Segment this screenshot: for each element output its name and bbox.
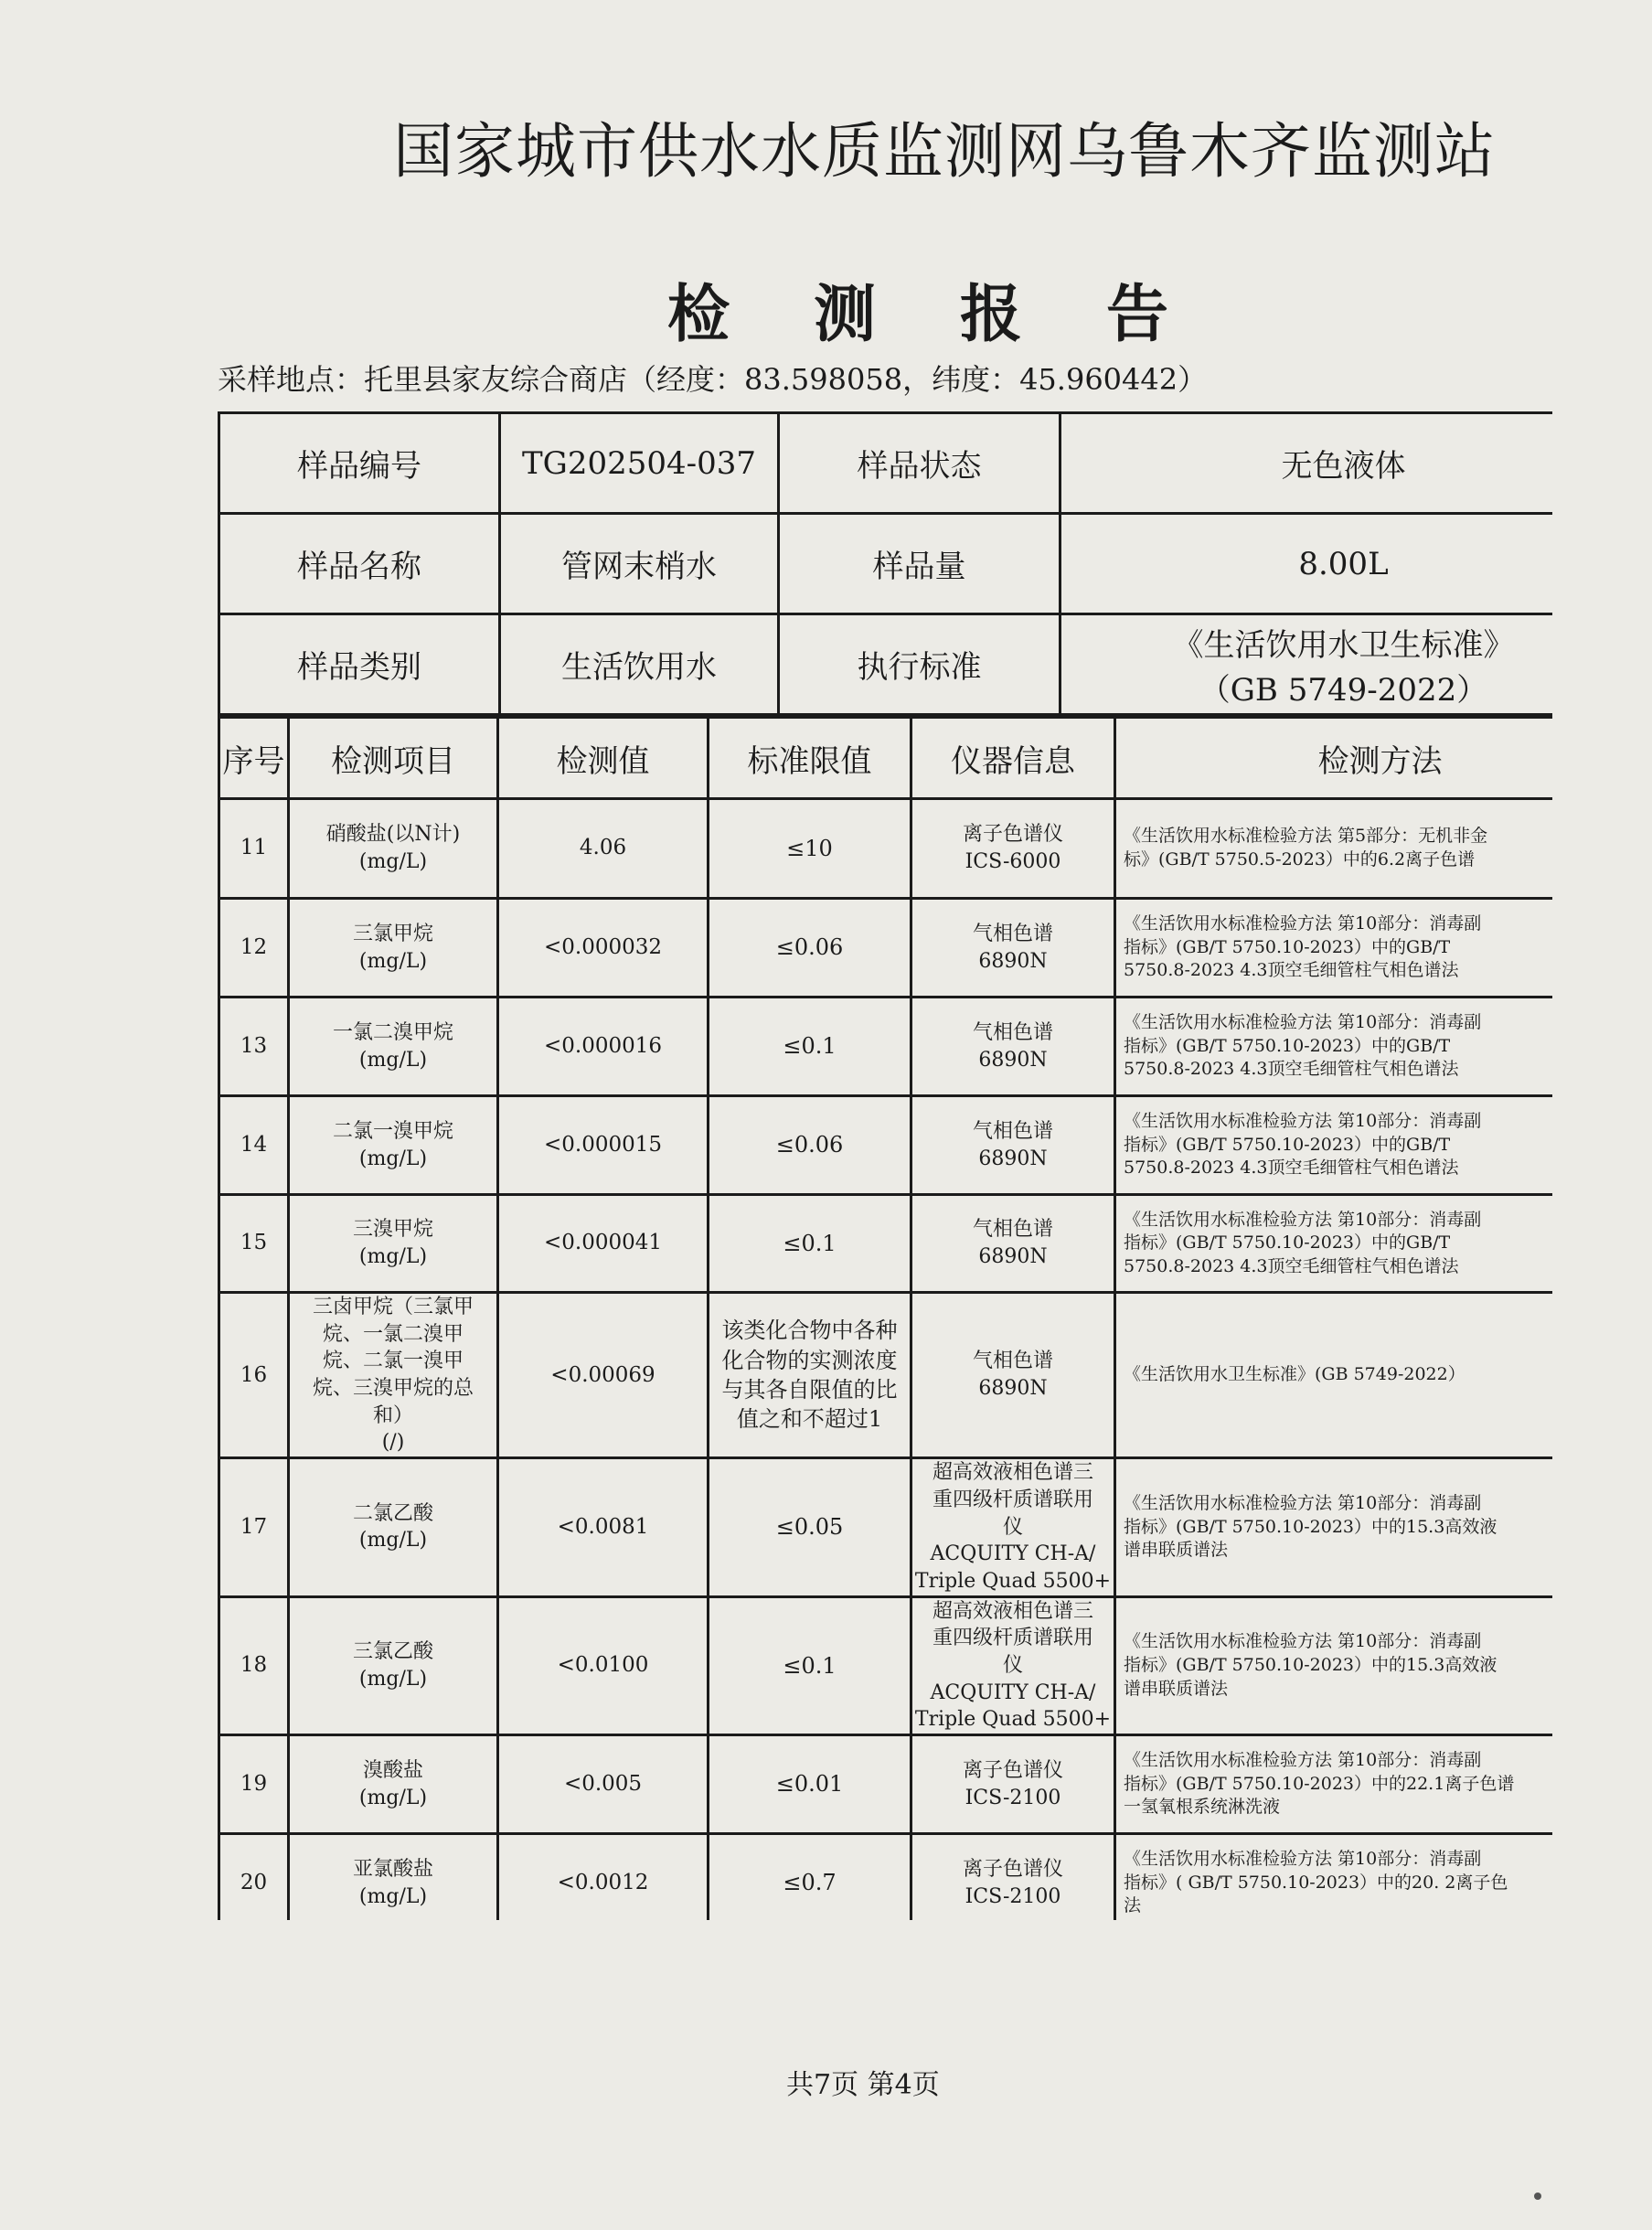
sampling-value: 托里县家友综合商店（经度：83.598058，纬度：45.960442） [364, 362, 1208, 397]
standard-limit: ≤0.1 [709, 1195, 911, 1293]
test-value: <0.000032 [498, 899, 709, 998]
test-item: 二氯乙酸 (mg/L) [289, 1458, 498, 1596]
result-row [219, 799, 1553, 899]
standard-limit: ≤0.06 [709, 1096, 911, 1195]
standard-limit: ≤0.06 [709, 899, 911, 998]
test-value: <0.0081 [498, 1458, 709, 1596]
column-header: 检测值 [498, 718, 709, 799]
page-number: 共7页 第4页 [786, 2069, 940, 2101]
row-number: 19 [219, 1735, 289, 1834]
test-method: 《生活饮用水标准检验方法 第10部分：消毒副 指标》(GB/T 5750.10-2023）中的GB/T 5750.8-2023 4.3顶空毛细管柱气相色谱法 [1115, 998, 1553, 1096]
row-number: 20 [219, 1834, 289, 1921]
standard-limit: 该类化合物中各种 化合物的实测浓度 与其各自限值的比 值之和不超过1 [709, 1293, 911, 1458]
result-row [219, 1195, 1553, 1293]
info-label: 执行标准 [779, 614, 1060, 715]
results-table [218, 716, 1552, 1920]
instrument-info: 气相色谱 6890N [911, 1096, 1115, 1195]
test-value: <0.000015 [498, 1096, 709, 1195]
info-label: 样品量 [779, 514, 1060, 614]
result-row [219, 1458, 1553, 1596]
info-row [219, 614, 1553, 715]
test-item: 二氯一溴甲烷 (mg/L) [289, 1096, 498, 1195]
sampling-location [218, 357, 1207, 399]
test-item: 亚氯酸盐 (mg/L) [289, 1834, 498, 1921]
instrument-info: 离子色谱仪 ICS-2100 [911, 1834, 1115, 1921]
result-row [219, 1293, 1553, 1458]
info-value: 生活饮用水 [500, 614, 779, 715]
sample-info-table [218, 411, 1552, 716]
test-method: 《生活饮用水标准检验方法 第10部分：消毒副 指标》(GB/T 5750.10-2023）中的GB/T 5750.8-2023 4.3顶空毛细管柱气相色谱法 [1115, 1195, 1553, 1293]
row-number: 18 [219, 1596, 289, 1734]
result-row [219, 899, 1553, 998]
info-value: 无色液体 [1060, 413, 1553, 514]
standard-limit: ≤0.1 [709, 1596, 911, 1734]
result-row [219, 1735, 1553, 1834]
column-header: 标准限值 [709, 718, 911, 799]
station-name: 国家城市供水水质监测网乌鲁木齐监测站 [393, 116, 1496, 187]
test-method: 《生活饮用水标准检验方法 第5部分：无机非金 标》(GB/T 5750.5-2023）中的6.2离子色谱 [1115, 799, 1553, 899]
instrument-info: 气相色谱 6890N [911, 899, 1115, 998]
instrument-info: 超高效液相色谱三 重四级杆质谱联用 仪 ACQUITY CH-A/ Triple Quad 5500+ [911, 1596, 1115, 1734]
test-method: 《生活饮用水标准检验方法 第10部分：消毒副 指标》(GB/T 5750.10-2023）中的22.1离子色谱 一氢氧根系统淋洗液 [1115, 1735, 1553, 1834]
page-mark [1534, 2193, 1541, 2200]
standard-limit: ≤0.01 [709, 1735, 911, 1834]
column-header: 序号 [219, 718, 289, 799]
info-row [219, 413, 1553, 514]
row-number: 12 [219, 899, 289, 998]
test-method: 《生活饮用水标准检验方法 第10部分：消毒副 指标》(GB/T 5750.10-2023）中的15.3高效液 谱串联质谱法 [1115, 1458, 1553, 1596]
test-method: 《生活饮用水标准检验方法 第10部分：消毒副 指标》( GB/T 5750.10-2023）中的20. 2离子色 法 [1115, 1834, 1553, 1921]
test-value: <0.000041 [498, 1195, 709, 1293]
row-number: 11 [219, 799, 289, 899]
instrument-info: 气相色谱 6890N [911, 998, 1115, 1096]
instrument-info: 超高效液相色谱三 重四级杆质谱联用 仪 ACQUITY CH-A/ Triple Quad 5500+ [911, 1458, 1115, 1596]
test-item: 三氯甲烷 (mg/L) [289, 899, 498, 998]
test-value: <0.000016 [498, 998, 709, 1096]
info-label: 样品状态 [779, 413, 1060, 514]
report-tables [218, 411, 1552, 1920]
report-title: 检测报告 [667, 279, 1253, 351]
result-row [219, 1834, 1553, 1921]
column-header: 检测方法 [1115, 718, 1553, 799]
result-row [219, 998, 1553, 1096]
test-method: 《生活饮用水标准检验方法 第10部分：消毒副 指标》(GB/T 5750.10-2023）中的15.3高效液 谱串联质谱法 [1115, 1596, 1553, 1734]
test-value: <0.0012 [498, 1834, 709, 1921]
info-value: TG202504-037 [500, 413, 779, 514]
row-number: 14 [219, 1096, 289, 1195]
column-header: 仪器信息 [911, 718, 1115, 799]
test-item: 三卤甲烷（三氯甲 烷、一氯二溴甲 烷、二氯一溴甲 烷、三溴甲烷的总 和） (/) [289, 1293, 498, 1458]
standard-limit: ≤0.05 [709, 1458, 911, 1596]
info-value: 8.00L [1060, 514, 1553, 614]
test-item: 溴酸盐 (mg/L) [289, 1735, 498, 1834]
test-value: <0.0100 [498, 1596, 709, 1734]
standard-limit: ≤0.1 [709, 998, 911, 1096]
test-item: 三溴甲烷 (mg/L) [289, 1195, 498, 1293]
standard-limit: ≤0.7 [709, 1834, 911, 1921]
row-number: 15 [219, 1195, 289, 1293]
test-item: 三氯乙酸 (mg/L) [289, 1596, 498, 1734]
test-value: <0.005 [498, 1735, 709, 1834]
info-label: 样品名称 [219, 514, 500, 614]
info-value: 《生活饮用水卫生标准》 （GB 5749-2022） [1060, 614, 1553, 715]
test-item: 硝酸盐(以N计) (mg/L) [289, 799, 498, 899]
column-header: 检测项目 [289, 718, 498, 799]
test-item: 一氯二溴甲烷 (mg/L) [289, 998, 498, 1096]
test-value: <0.00069 [498, 1293, 709, 1458]
result-row [219, 1096, 1553, 1195]
info-value: 管网末梢水 [500, 514, 779, 614]
result-row [219, 1596, 1553, 1734]
sampling-label: 采样地点： [218, 362, 365, 397]
info-label: 样品编号 [219, 413, 500, 514]
test-value: 4.06 [498, 799, 709, 899]
standard-limit: ≤10 [709, 799, 911, 899]
instrument-info: 气相色谱 6890N [911, 1195, 1115, 1293]
info-label: 样品类别 [219, 614, 500, 715]
row-number: 16 [219, 1293, 289, 1458]
instrument-info: 气相色谱 6890N [911, 1293, 1115, 1458]
instrument-info: 离子色谱仪 ICS-6000 [911, 799, 1115, 899]
info-row [219, 514, 1553, 614]
instrument-info: 离子色谱仪 ICS-2100 [911, 1735, 1115, 1834]
row-number: 13 [219, 998, 289, 1096]
row-number: 17 [219, 1458, 289, 1596]
test-method: 《生活饮用水卫生标准》(GB 5749-2022） [1115, 1293, 1553, 1458]
test-method: 《生活饮用水标准检验方法 第10部分：消毒副 指标》(GB/T 5750.10-2023）中的GB/T 5750.8-2023 4.3顶空毛细管柱气相色谱法 [1115, 1096, 1553, 1195]
test-method: 《生活饮用水标准检验方法 第10部分：消毒副 指标》(GB/T 5750.10-2023）中的GB/T 5750.8-2023 4.3顶空毛细管柱气相色谱法 [1115, 899, 1553, 998]
